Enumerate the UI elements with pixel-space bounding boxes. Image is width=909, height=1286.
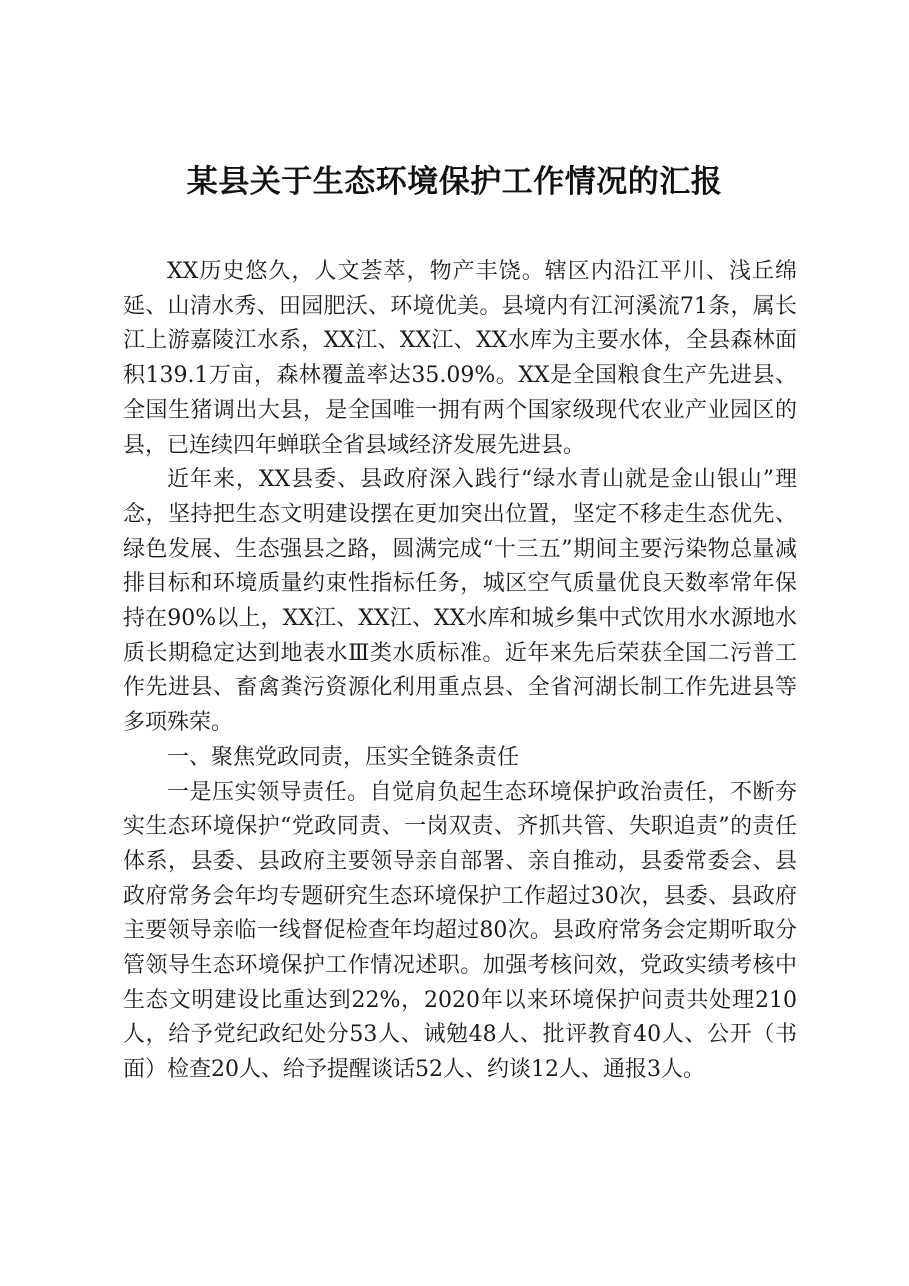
paragraph-intro: XX历史悠久，人文荟萃，物产丰饶。辖区内沿江平川、浅丘绵延、山清水秀、田园肥沃、环境优美。县境内有江河溪流71条，属长江上游嘉陵江水系，XX江、XX江、XX水库为主要水体，全县森林面积139.1万亩，森林覆盖率达35.09%。XX是全国粮食生产先进县、全国生猪调出大县，是全国唯一拥有两个国家级现代农业产业园区的县，已连续四年蝉联全省县域经济发展先进县。	[123, 259, 797, 458]
document-body	[123, 255, 797, 1088]
section-heading: 一、聚焦党政同责，压实全链条责任	[167, 744, 520, 770]
document-title: 某县关于生态环境保护工作情况的汇报	[186, 164, 723, 200]
paragraph-overview: 近年来，XX县委、县政府深入践行“绿水青山就是金山银山”理念，坚持把生态文明建设摆在更加突出位置，坚定不移走生态优先、绿色发展、生态强县之路，圆满完成“十三五”期间主要污染物总量减排目标和环境质量约束性指标任务，城区空气质量优良天数率常年保持在90%以上，XX江、XX江、XX水库和城乡集中式饮用水水源地水质长期稳定达到地表水Ⅲ类水质标准。近年来先后荣获全国二污普工作先进县、畜禽粪污资源化利用重点县、全省河湖长制工作先进县等多项殊荣。	[123, 467, 797, 736]
paragraph-leadership-responsibility: 一是压实领导责任。自觉肩负起生态环境保护政治责任，不断夯实生态环境保护“党政同责、一岗双责、齐抓共管、失职追责”的责任体系，县委、县政府主要领导亲自部署、亲自推动，县委常委会、县政府常务会年均专题研究生态环境保护工作超过30次，县委、县政府主要领导亲临一线督促检查年均超过80次。县政府常务会定期听取分管领导生态环境保护工作情况述职。加强考核问效，党政实绩考核中生态文明建设比重达到22%，2020年以来环境保护问责共处理210人，给予党纪政纪处分53人、诫勉48人、批评教育40人、公开（书面）检查20人、给予提醒谈话52人、约谈12人、通报3人。	[123, 779, 797, 1083]
